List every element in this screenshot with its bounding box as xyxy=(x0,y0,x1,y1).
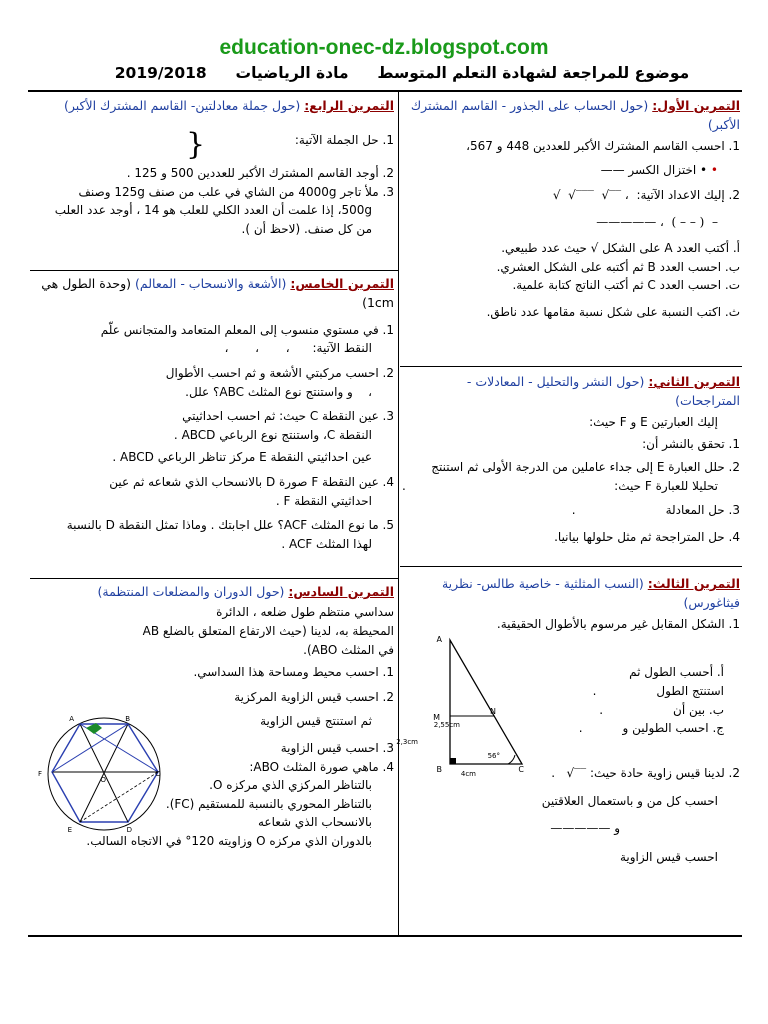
exercise-5-subtitle: (الأشعة والانسحاب - المعالم) xyxy=(135,276,287,291)
ex2-q2b-text: تحليلا للعبارة F حيث: xyxy=(614,478,718,493)
ex5-q3b: النقطة C، واستنتج نوع الرباعي ABCD . xyxy=(173,427,372,442)
ex3-q2d: احسب قيس الزاوية xyxy=(619,849,718,864)
exercise-5-heading xyxy=(32,274,394,313)
ex4-ex5-divider xyxy=(30,270,398,271)
ex5-q2b: ، و واستنتج نوع المثلث ABC؟ علل. xyxy=(185,384,372,399)
ex5-q5b: لهذا المثلث ACF . xyxy=(281,536,372,551)
exam-year: 2019/2018 xyxy=(114,64,207,82)
ex5-q1: 1. في مستوي منسوب إلى المعلم المتعامد والمتجانس علّم xyxy=(100,322,394,337)
ex6-q4a: بالتناظر المركزي الذي مركزه O. xyxy=(209,778,372,793)
fig3-label-bm: 2,3cm xyxy=(396,738,418,746)
exam-title: موضوع للمراجعة لشهادة التعلم المتوسط xyxy=(377,64,690,82)
ex4-q3: 3. ملأ تاجر 4000g من الشاي في علب من صنف 125g وصنف xyxy=(78,184,394,199)
exercise-1 xyxy=(402,96,740,322)
fig6-label-c: C xyxy=(155,770,160,778)
exercise-6-subtitle: (حول الدوران والمضلعات المنتظمة) xyxy=(97,584,285,599)
ex6-q4: 4. ماهي صورة المثلث ABO: xyxy=(249,759,394,774)
exercise-3-heading xyxy=(402,574,740,613)
ex3-q2c-text: و xyxy=(614,820,620,835)
exercise-1-subtitle: (حول الحساب على الجذور - القاسم المشترك الأكبر) xyxy=(410,98,740,133)
ex2-ex3-divider xyxy=(400,566,742,567)
ex6-q2: 2. احسب قيس الزاوية المركزية xyxy=(234,689,394,704)
exercise-6-title: التمرين السادس: xyxy=(288,584,394,599)
ex3-q1: 1. الشكل المقابل غير مرسوم بالأطوال الحقيقية. xyxy=(496,616,740,631)
exercise-4-title: التمرين الرابع: xyxy=(304,98,394,113)
ex3-qa: أ. أحسب الطول ثم xyxy=(629,665,724,680)
ex4-q3b: 500g، إذا علمت أن العدد الكلي للعلب هو 14 ، أوجد عدد العلب xyxy=(54,203,372,218)
top-rule xyxy=(28,90,742,92)
ex3-q2: 2. لدينا قيس زاوية حادة حيث: √‾‾ . xyxy=(551,765,740,780)
exercise-2-subtitle: (حول النشر والتحليل - المعادلات - المتراجحات) xyxy=(466,374,740,409)
ex2-q4: 4. حل المتراجحة ثم مثل حلولها بيانيا. xyxy=(554,529,740,544)
ex1-math-line: ————— ، ( – – ) – xyxy=(596,214,718,229)
ex6-q4b: بالتناظر المحوري بالنسبة للمستقيم (FC). xyxy=(165,796,372,811)
ex6-q3: 3. احسب قيس الزاوية xyxy=(280,740,394,755)
ex1-qa: أ. أكتب العدد A على الشكل √ حيث عدد طبيعي. xyxy=(501,241,740,256)
ex5-q3c: عين احداثيتي النقطة E مركز تناظر الرباعي ABCD . xyxy=(112,450,372,465)
ex6-intro: سداسي منتظم طول ضلعه ، الدائرة xyxy=(216,605,394,620)
column-divider xyxy=(398,92,399,935)
exercise-4-heading xyxy=(32,96,394,115)
ex6-q2b: ثم استنتج قيس الزاوية xyxy=(260,714,372,729)
ex3-qa2-text: استنتج الطول xyxy=(656,683,724,698)
ex5-q5: 5. ما نوع المثلث ACF؟ علل اجابتك . وماذا تمثل النقطة D بالنسبة xyxy=(66,518,394,533)
ex2-q1: 1. تحقق بالنشر أن: xyxy=(642,437,740,452)
ex1-q2: 2. إليك الاعداد الآتية: √ √‾‾‾ √‾‾ ، xyxy=(552,187,740,202)
ex3-qc-text: ج. احسب الطولين و xyxy=(622,721,724,736)
ex1-qd: ث. اكتب النسبة على شكل نسبة مقامها عدد ناطق. xyxy=(486,304,740,319)
triangle-figure xyxy=(396,634,532,784)
ex3-q2b: احسب كل من و باستعمال العلاقتين xyxy=(541,794,718,809)
ex5-q2b-text: و واستنتج نوع المثلث ABC؟ علل. xyxy=(185,384,353,399)
ex5-q2: 2. احسب مركبتي الأشعة و ثم احسب الأطوال xyxy=(165,365,394,380)
ex3-q2c: و ————— xyxy=(550,820,620,835)
ex1-q1b-text: • اختزال الكسر xyxy=(628,163,708,178)
system-brace: { xyxy=(186,127,206,162)
ex6-intro2: المحيطة به، لدينا (حيث الارتفاع المتعلق بالضلع AB xyxy=(142,623,394,638)
site-url: education-onec-dz.blogspot.com xyxy=(219,36,549,59)
exercise-2-title: التمرين الثاني: xyxy=(648,374,740,389)
fig6-label-b: B xyxy=(125,715,130,723)
fig3-label-mn: 2,55cm xyxy=(433,721,460,729)
ex3-qa2: استنتج الطول. xyxy=(592,683,724,698)
ex4-q3c: من كل صنف. (لاحظ أن ). xyxy=(241,221,372,236)
ex1-qb: ب. احسب العدد B ثم أكتبه على الشكل العشري. xyxy=(496,259,740,274)
exercise-6 xyxy=(32,582,394,851)
ex2-q3-text: 3. حل المعادلة xyxy=(665,503,740,518)
ex4-q1: 1. حل الجملة الآتية: xyxy=(294,133,394,148)
ex5-q3: 3. عين النقطة C حيث: ثم احسب احداثيتي xyxy=(182,409,394,424)
fig3-label-b: B xyxy=(436,765,442,774)
ex2-q2b: تحليلا للعبارة F حيث: . xyxy=(402,478,718,493)
exercise-3-subtitle: (النسب المثلثية - خاصية طالس- نظرية فيثاغورس) xyxy=(441,576,740,611)
ex6-q4c: بالانسحاب الذي شعاعه xyxy=(258,815,372,830)
ex3-q2-text: 2. لدينا قيس زاوية حادة حيث: xyxy=(589,765,740,780)
exercise-4-subtitle: (حول جملة معادلتين- القاسم المشترك الأكبر) xyxy=(63,98,301,113)
ex6-intro3: في المثلث ABO). xyxy=(303,642,394,657)
hexagon-figure xyxy=(36,710,176,840)
exercise-3 xyxy=(396,574,740,866)
exercise-5 xyxy=(32,274,394,553)
exercise-5-title: التمرين الخامس: xyxy=(290,276,394,291)
ex5-q1b-text: النقط الآتية: xyxy=(312,341,372,356)
exercise-3-title: التمرين الثالث: xyxy=(647,576,740,591)
exercise-6-heading xyxy=(32,582,394,601)
ex2-q3: 3. حل المعادلة. xyxy=(571,503,740,518)
exam-subject: مادة الرياضيات xyxy=(235,64,349,82)
fig6-label-f: F xyxy=(37,770,42,778)
fig3-label-angle: 56° xyxy=(487,752,500,760)
fig6-label-d: D xyxy=(126,826,132,834)
exercise-1-title: التمرين الأول: xyxy=(652,98,740,113)
ex5-q4: 4. عين النقطة F صورة D بالانسحاب الذي شعاعه ثم عين xyxy=(109,474,394,489)
fig3-label-n: N xyxy=(490,707,496,716)
fig3-label-a: A xyxy=(436,635,442,644)
exercise-1-heading xyxy=(402,96,740,135)
fig6-label-o: O xyxy=(100,776,106,784)
ex4-q2: 2. أوجد القاسم المشترك الأكبر للعددين 500 و 125 . xyxy=(126,165,394,180)
exercise-2-heading xyxy=(402,372,740,411)
ex3-qb: ب. بين أن. xyxy=(599,702,724,717)
fig6-label-a: A xyxy=(69,715,74,723)
fig3-label-bc: 4cm xyxy=(460,770,476,778)
exercise-4 xyxy=(32,96,394,238)
ex1-q1: 1. احسب القاسم المشترك الأكبر للعددين 448 و 567، xyxy=(466,138,740,153)
bottom-rule xyxy=(28,935,742,937)
fig3-label-c: C xyxy=(518,765,524,774)
ex3-qb-text: ب. بين أن xyxy=(673,702,724,717)
ex1-q2-text: 2. إليك الاعداد الآتية: xyxy=(636,187,740,202)
ex5-ex6-divider xyxy=(30,578,398,579)
ex3-qc: ج. احسب الطولين و. xyxy=(578,721,724,736)
ex6-q4d: بالدوران الذي مركزه O وزاويته 120° في الاتجاه السالب. xyxy=(86,833,372,848)
ex1-ex2-divider xyxy=(400,366,742,367)
ex2-intro: إليك العبارتين E و F حيث: xyxy=(589,414,718,429)
exam-header xyxy=(0,64,768,82)
exercise-5-unit: (وحدة الطول هي 1cm) xyxy=(41,276,394,311)
ex6-q1: 1. احسب محيط ومساحة هذا السداسي. xyxy=(193,665,394,680)
ex1-qc: ت. احسب العدد C ثم أكتب الناتج كتابة علمية. xyxy=(512,278,740,293)
fig3-label-m: M xyxy=(433,713,440,722)
fig6-label-e: E xyxy=(67,826,72,834)
ex2-q2: 2. حلل العبارة E إلى جداء عاملين من الدرجة الأولى ثم استنتج xyxy=(431,459,740,474)
ex5-q4b: احداثيتي النقطة F . xyxy=(275,493,372,508)
exercise-2 xyxy=(402,372,740,546)
ex1-q1b: • • اختزال الكسر —— xyxy=(600,163,718,178)
ex5-q1b: النقط الآتية: ، ، ، xyxy=(224,341,372,356)
